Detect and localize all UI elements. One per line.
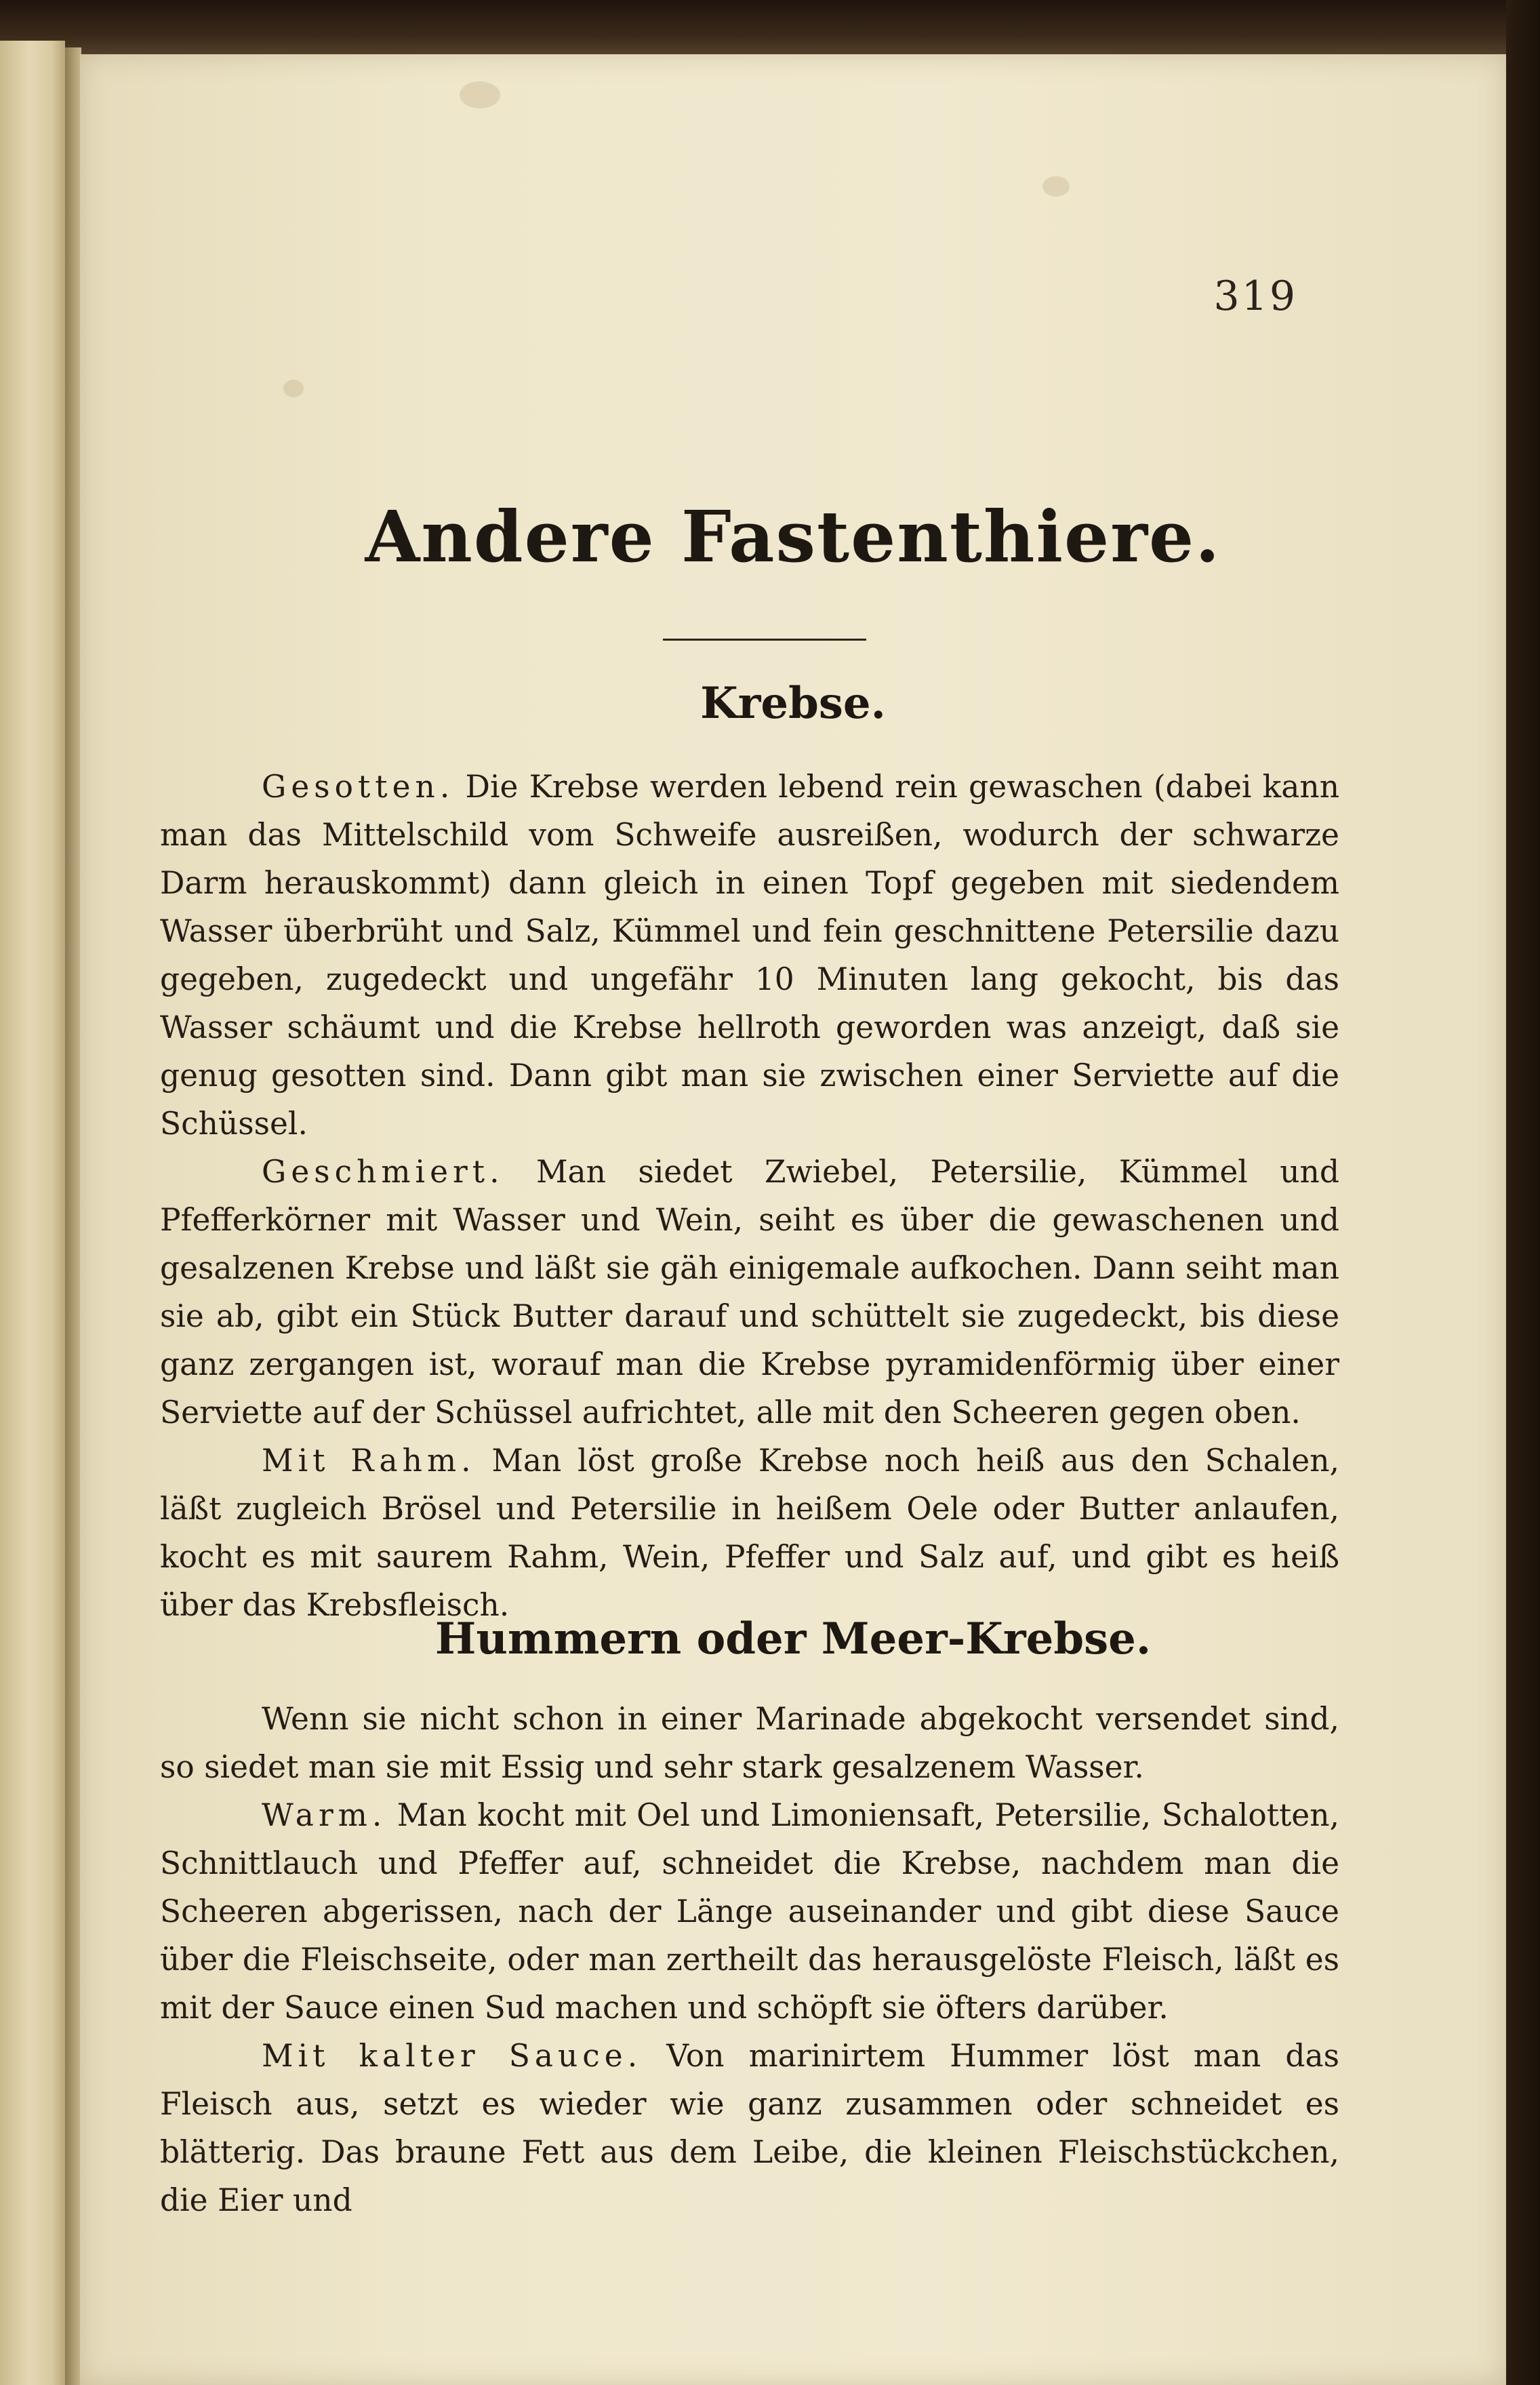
paragraph-lead: Mit Rahm. — [262, 1443, 476, 1479]
paper-stain — [283, 380, 304, 397]
paper-stain — [460, 81, 500, 108]
paragraph-mit-kalter-sauce — [160, 2032, 1339, 2224]
paragraph-lead: Warm. — [262, 1797, 387, 1833]
book-cover-right — [1506, 0, 1540, 2385]
paragraph-lead: Mit kalter Sauce. — [262, 2038, 643, 2074]
paragraph-lead: Geschmiert. — [262, 1154, 504, 1190]
paragraph-warm — [160, 1791, 1339, 2032]
book-gutter — [65, 47, 81, 2385]
paragraph-intro — [160, 1695, 1339, 1791]
paragraph-mit-rahm — [160, 1437, 1339, 1629]
paragraph-text: Die Krebse werden lebend rein gewaschen (dabei kann man das Mittelschild vom Schweife ausreißen, wodurch der schwarze Darm herauskommt) dann gleich in einen Topf gegeben mit siedendem Wasser überbrüht und Salz, Kümmel und fein geschnittene Petersilie dazu gegeben, zugedeckt und ungefähr 10 Minuten lang gekocht, bis das Wasser schäumt und die Krebse hellroth geworden was anzeigt, daß sie genug gesotten sind. Dann gibt man sie zwischen einer Serviette auf die Schüssel. — [160, 769, 1339, 1142]
paragraph-text: Man siedet Zwiebel, Petersilie, Kümmel und Pfefferkörner mit Wasser und Wein, seiht es über die gewaschenen und gesalzenen Krebse und läßt sie gäh einigemale aufkochen. Dann seiht man sie ab, gibt ein Stück Butter darauf und schüttelt sie zugedeckt, bis diese ganz zergangen ist, worauf man die Krebse pyramidenförmig über einer Serviette auf der Schüssel aufrichtet, alle mit den Scheeren gegen oben. — [160, 1154, 1339, 1430]
page-number: 319 — [1213, 273, 1297, 320]
section-body-hummern — [160, 1695, 1339, 2224]
paragraph-gesotten — [160, 763, 1339, 1148]
left-page-edge — [0, 41, 65, 2385]
paragraph-geschmiert — [160, 1148, 1339, 1437]
paper-stain — [1042, 176, 1070, 197]
section-body-krebse — [160, 763, 1339, 1629]
paragraph-lead: Gesotten. — [262, 769, 455, 805]
paragraph-text: Man löst große Krebse noch heiß aus den Schalen, läßt zugleich Brösel und Petersilie in heißem Oele oder Butter anlaufen, kocht es mit saurem Rahm, Wein, Pfeffer und Salz auf, und gibt es heiß über das Krebsfleisch. — [160, 1443, 1339, 1623]
paragraph-text: Wenn sie nicht schon in einer Marinade abgekocht versendet sind, so siedet man sie mit Essig und sehr stark gesalzenem Wasser. — [160, 1701, 1339, 1785]
title-divider — [663, 639, 866, 641]
book-cover-top — [0, 0, 1540, 61]
section-heading-krebse: Krebse. — [700, 678, 886, 729]
paragraph-text: Man kocht mit Oel und Limoniensaft, Petersilie, Schalotten, Schnittlauch und Pfeffer auf, schneidet die Krebse, nachdem man die Scheeren abgerissen, nach der Länge auseinander und gibt diese Sauce über die Fleischseite, oder man zertheilt das herausgelöste Fleisch, läßt es mit der Sauce einen Sud machen und schöpft sie öfters darüber. — [160, 1797, 1339, 2026]
section-heading-hummern: Hummern oder Meer-Krebse. — [434, 1614, 1152, 1664]
page-title: Andere Fastenthiere. — [365, 495, 1221, 578]
paragraph-text: Von marinirtem Hummer löst man das Fleisch aus, setzt es wieder wie ganz zusammen oder schneidet es blätterig. Das braune Fett aus dem Leibe, die kleinen Fleischstückchen, die Eier und — [160, 2038, 1340, 2218]
book-page — [80, 54, 1506, 2385]
